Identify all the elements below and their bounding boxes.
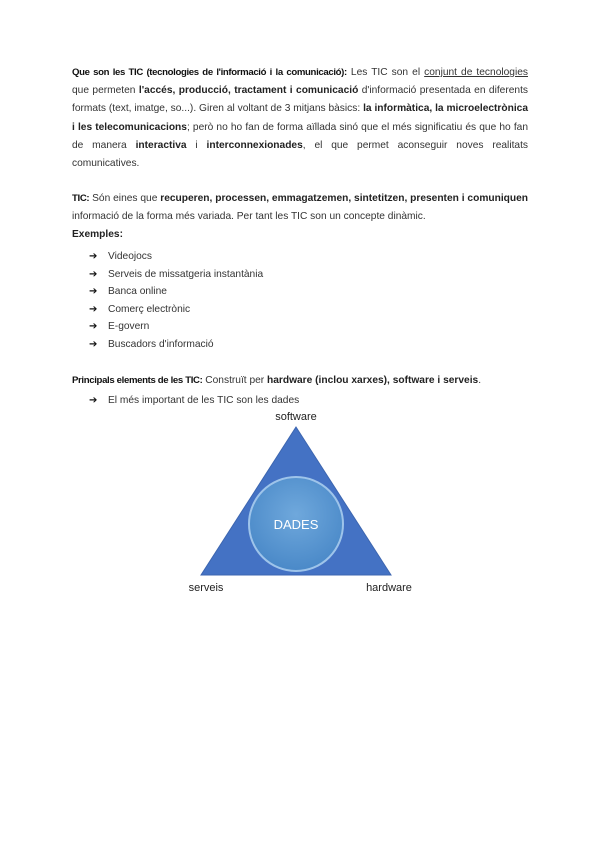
list-item: ➔ Banca online — [89, 283, 263, 301]
intro-bold-3: interactiva — [135, 139, 187, 151]
tic-text-1: Són eines que — [89, 193, 161, 204]
arrow-icon: ➔ — [89, 286, 98, 298]
intro-text-1: Les TIC son el — [346, 67, 425, 78]
tic-heading: TIC: — [72, 193, 90, 204]
list-item: ➔ Videojocs — [89, 248, 263, 266]
list-item: ➔ Serveis de missatgeria instantània — [89, 266, 263, 284]
list-item: ➔ Buscadors d'informació — [89, 336, 263, 354]
intro-bold-4: interconnexionades — [206, 139, 303, 151]
dades-label: DADES — [273, 517, 319, 532]
intro-text-3: d'informació presentada en diferents formats (text, imatge, so...). Giren al voltant de 3 mitjans bàsics: — [72, 85, 528, 115]
arrow-icon: ➔ — [89, 395, 98, 406]
intro-text-4: ; però no ho fan de forma aïllada sinó que el més significatiu és que ho fan de manera — [72, 121, 528, 151]
elements-text-1: Construït per — [202, 375, 268, 386]
elements-bold-1: hardware (inclou xarxes), software i serveis — [267, 375, 479, 386]
hardware-label: hardware — [366, 582, 412, 594]
examples-label: Exemples: — [72, 229, 123, 241]
intro-underlined-term: conjunt de tecnologies — [424, 67, 528, 78]
intro-bold-2: la informàtica, la microelectrònica i les telecomunicacions — [72, 103, 528, 133]
serveis-label: serveis — [188, 582, 224, 594]
list-item: ➔ E-govern — [89, 318, 263, 336]
arrow-icon: ➔ — [89, 303, 98, 315]
software-label: software — [275, 411, 317, 423]
tic-bold-1: recuperen, processen, emmagatzemen, sintetitzen, presenten i comuniquen — [160, 193, 528, 204]
intro-bold-1: l'accés, producció, tractament i comunicació — [138, 85, 359, 97]
arrow-icon: ➔ — [89, 251, 98, 262]
arrow-icon: ➔ — [89, 321, 98, 333]
elements-text-2: . — [478, 375, 482, 386]
intro-heading: Que son les TIC (tecnologies de l'informació i la comunicació): — [72, 67, 347, 78]
tic-text-2: informació de la forma més variada. Per tant les TIC son un concepte dinàmic. — [72, 211, 426, 223]
elements-heading: Principals elements de les TIC: — [72, 375, 203, 386]
intro-text-6: , el que permet aconseguir noves realitats comunicatives. — [72, 139, 528, 170]
list-item: ➔ El més important de les TIC son les dades — [89, 392, 299, 410]
intro-text-2: que permeten — [72, 85, 139, 97]
intro-text-5: i — [186, 139, 207, 151]
arrow-icon: ➔ — [89, 338, 98, 350]
list-item: ➔ Comerç electrònic — [89, 301, 263, 319]
arrow-icon: ➔ — [89, 268, 98, 280]
